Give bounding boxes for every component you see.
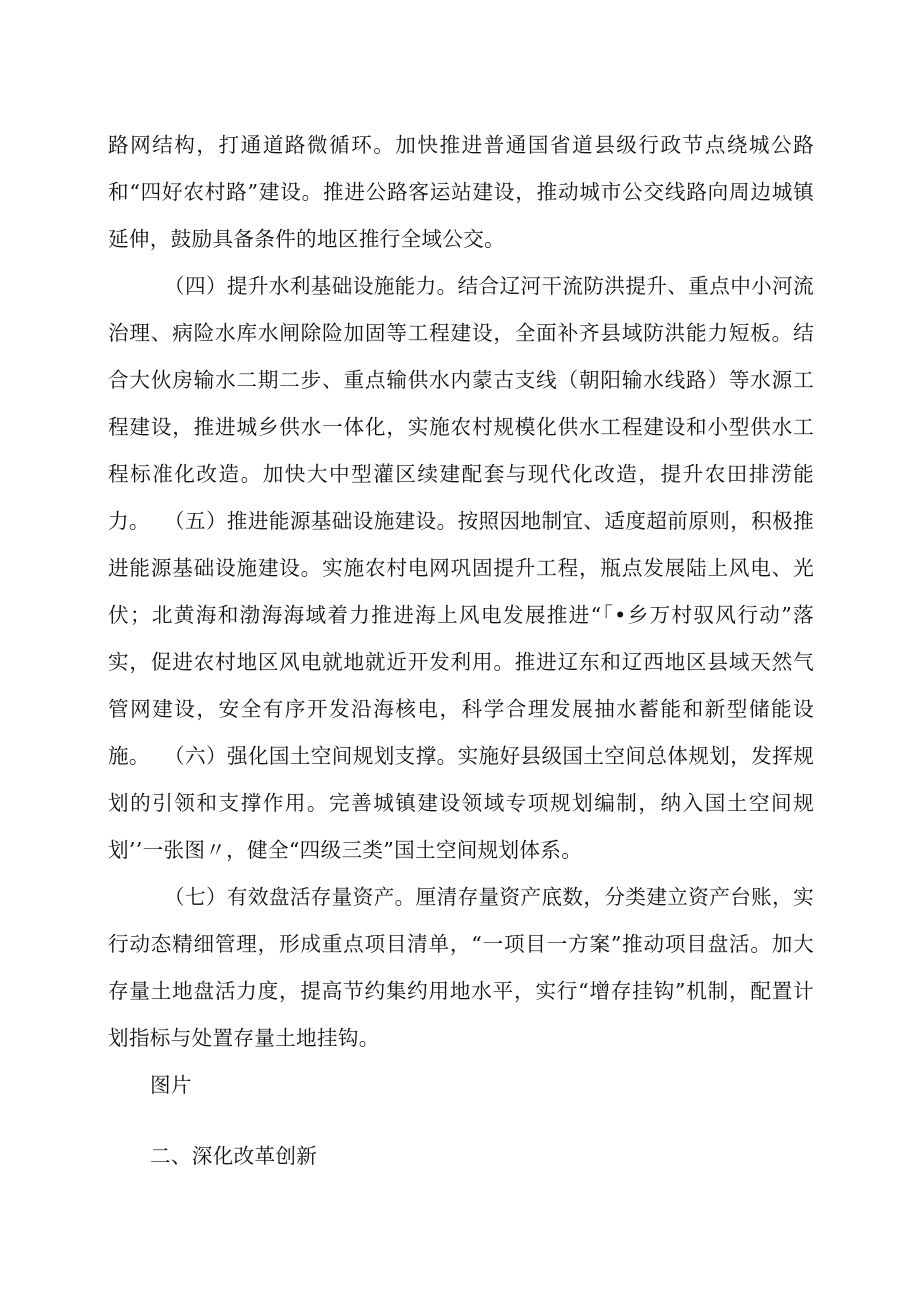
image-placeholder-label: 图片 bbox=[150, 1073, 192, 1097]
paragraph-asset-revitalization: （七）有效盘活存量资产。厘清存量资产底数，分类建立资产台账，实行动态精细管理，形成重点项目清单，“一项目一方案”推动项目盘活。加大存量土地盘活力度，提高节约集约用地水平，实行“增存挂钩”机制，配置计划指标与处置存量土地挂钩。 bbox=[108, 885, 814, 1050]
paragraph-spatial-planning: （六）强化国土空间规划支撑。实施好县级国土空间总体规划，发挥规划的引领和支撑作用。完善城镇建设领域专项规划编制，纳入国土空间规划’’一张图〃，健全“四级三类”国土空间规划体系。 bbox=[108, 744, 814, 862]
paragraph-energy-infrastructure: （五）推进能源基础设施建设。按照因地制宜、适度超前原则，积极推进能源基础设施建设。实施农村电网巩固提升工程，瓶点发展陆上风电、光伏；北黄海和渤海海域着力推进海上风电发展推进“「•乡万村驭风行动”落实，促进农村地区风电就地就近开发利用。推进辽东和辽西地区县域天然气管网建设，安全有序开发沿海核电，科学合理发展抽水蓄能和新型储能设施。 bbox=[108, 509, 814, 768]
section-heading: 二、深化改革创新 bbox=[150, 1144, 318, 1168]
paragraph-water-infrastructure: （四）提升水利基础设施能力。结合辽河干流防洪提升、重点中小河流治理、病险水库水闸除险加固等工程建设，全面补齐县域防洪能力短板。结合大伙房输水二期二步、重点输供水内蒙古支线（朝阳输水线路）等水源工程建设，推进城乡供水一体化，实施农村规模化供水工程建设和小型供水工程标准化改造。加快大中型灌区续建配套与现代化改造，提升农田排涝能力。 bbox=[108, 274, 814, 533]
paragraph-road-network: 路网结构，打通道路微循环。加快推进普通国省道县级行政节点绕城公路和“四好农村路”建设。推进公路客运站建设，推动城市公交线路向周边城镇延伸，鼓励具备条件的地区推行全域公交。 bbox=[108, 133, 814, 251]
